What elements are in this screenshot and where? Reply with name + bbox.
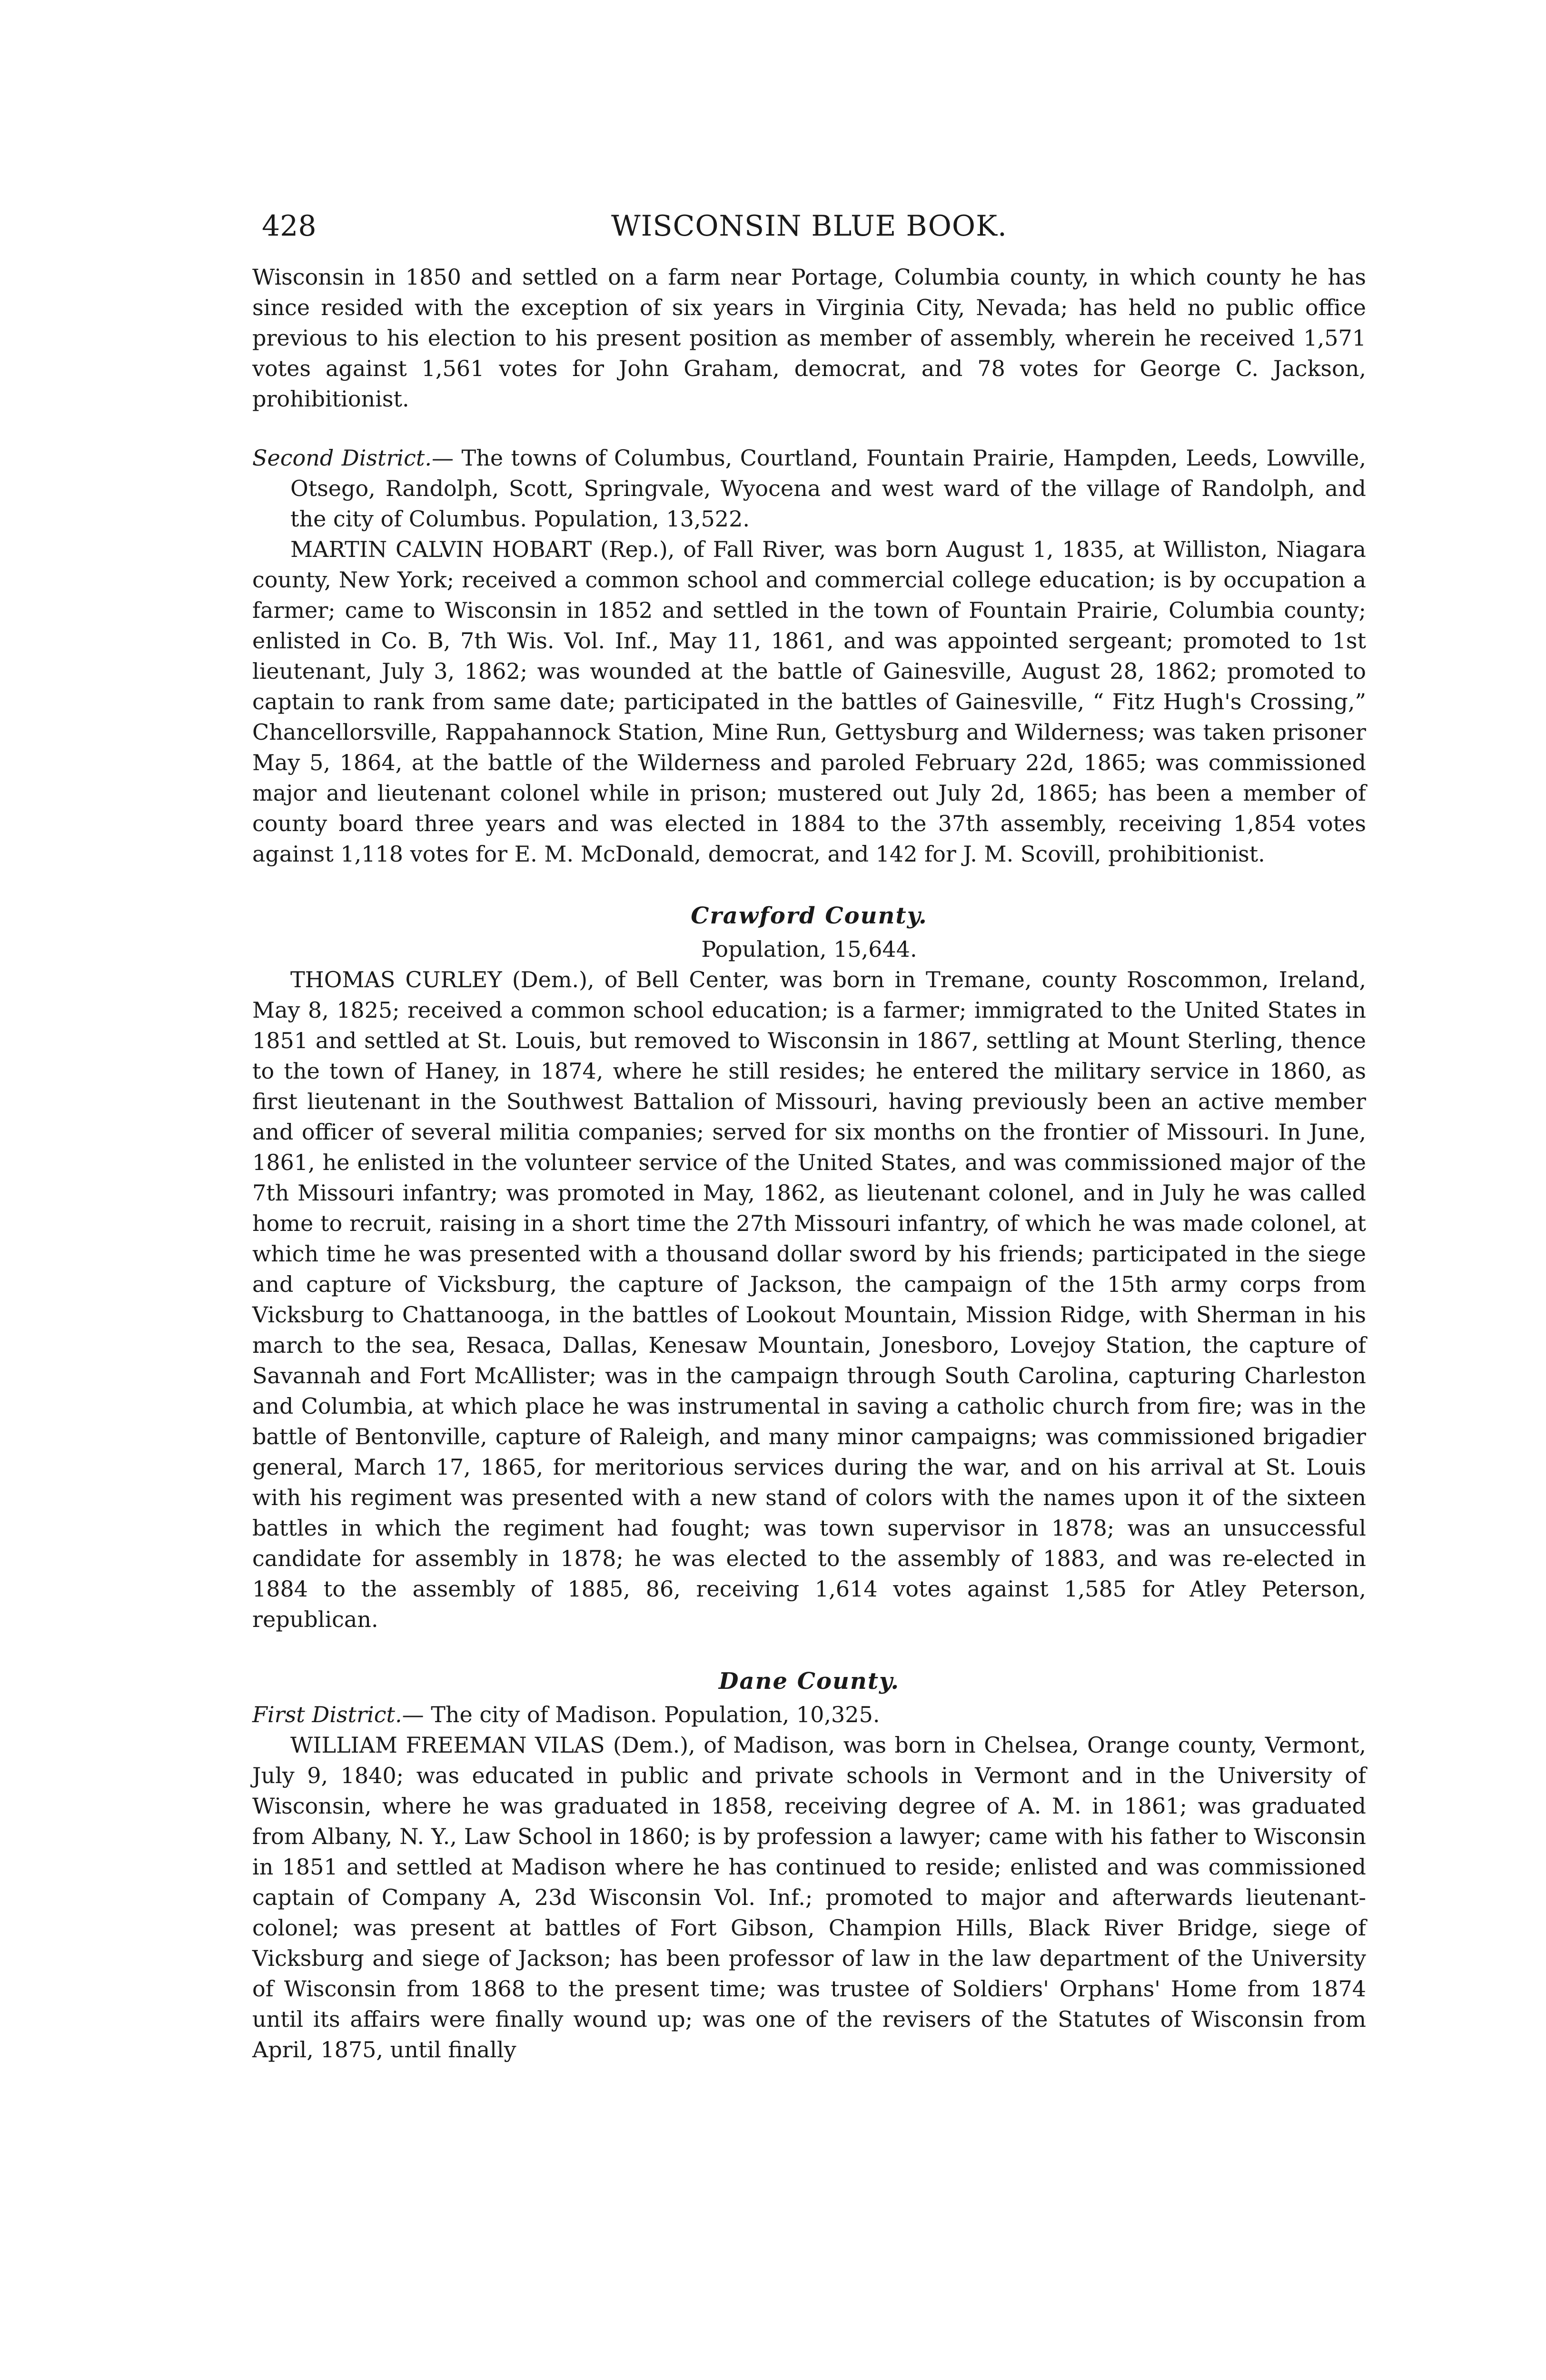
biography-vilas: WILLIAM FREEMAN VILAS (Dem.), of Madison, was born in Chelsea, Orange county, Vermont, July 9, 1840; was educated in public and private schools in Vermont and in the University of Wisconsin, where he was graduated in 1858, receiving degree of A. M. in 1861; was graduated from Albany, N. Y., Law School in 1860; is by profession a lawyer; came with his father to Wisconsin in 1851 and settled at Madison where he has continued to reside; enlisted and was commissioned captain of Company A, 23d Wisconsin Vol. Inf.; promoted to major and afterwards lieutenant-colonel; was present at battles of Fort Gibson, Champion Hills, Black River Bridge, siege of Vicksburg and siege of Jackson; has been professor of law in the law department of the University of Wisconsin from 1868 to the present time; was trustee of Soldiers' Orphans' Home from 1874 until its affairs were finally wound up; was one of the revisers of the Statutes of Wisconsin from April, 1875, until finally bbox=[252, 1732, 1366, 2063]
district-text-dane: — The city of Madison. Population, 10,325. bbox=[402, 1702, 880, 1727]
running-head: WISCONSIN BLUE BOOK. bbox=[611, 209, 1008, 243]
district-label: Second District. bbox=[252, 445, 432, 471]
continuation-paragraph: Wisconsin in 1850 and settled on a farm near Portage, Columbia county, in which county he has since resided with the exception of six years in Virginia City, Nevada; has held no public office previous to his election to his present position as member of assembly, wherein he received 1,571 votes against 1,561 votes for John Graham, democrat, and 78 votes for George C. Jackson, prohibitionist. bbox=[252, 264, 1366, 412]
county-population-crawford: Population, 15,644. bbox=[701, 936, 917, 962]
county-heading-dane: Dane County. bbox=[718, 1668, 900, 1695]
district-description-dane bbox=[252, 1699, 1366, 1730]
biography-hobart: MARTIN CALVIN HOBART (Rep.), of Fall River, was born August 1, 1835, at Williston, Niagara county, New York; received a common school and commercial college education; is by occupation a farmer; came to Wisconsin in 1852 and settled in the town of Fountain Prairie, Columbia county; enlisted in Co. B, 7th Wis. Vol. Inf., May 11, 1861, and was appointed sergeant; promoted to 1st lieutenant, July 3, 1862; was wounded at the battle of Gainesville, August 28, 1862; promoted to captain to rank from same date; participated in the battles of Gainesville, “ Fitz Hugh's Crossing,” Chancellorsville, Rappahannock Station, Mine Run, Gettysburg and Wilderness; was taken prisoner May 5, 1864, at the battle of the Wilderness and paroled February 22d, 1865; was commissioned major and lieutenant colonel while in prison; mustered out July 2d, 1865; has been a member of county board three years and was elected in 1884 to the 37th assembly, receiving 1,854 votes against 1,118 votes for E. M. McDonald, democrat, and 142 for J. M. Scovill, prohibitionist. bbox=[252, 536, 1366, 867]
book-page bbox=[252, 209, 1366, 2065]
biography-curley: THOMAS CURLEY (Dem.), of Bell Center, was born in Tremane, county Roscommon, Ireland, May 8, 1825; received a common school education; is a farmer; immigrated to the United States in 1851 and settled at St. Louis, but removed to Wisconsin in 1867, settling at Mount Sterling, thence to the town of Haney, in 1874, where he still resides; he entered the military service in 1860, as first lieutenant in the Southwest Battalion of Missouri, having previously been an active member and officer of several militia companies; served for six months on the frontier of Missouri. In June, 1861, he enlisted in the volunteer service of the United States, and was commissioned major of the 7th Missouri infantry; was promoted in May, 1862, as lieutenant colonel, and in July he was called home to recruit, raising in a short time the 27th Missouri infantry, of which he was made colonel, at which time he was presented with a thousand dollar sword by his friends; participated in the siege and capture of Vicksburg, the capture of Jackson, the campaign of the 15th army corps from Vicksburg to Chattanooga, in the battles of Lookout Mountain, Mission Ridge, with Sherman in his march to the sea, Resaca, Dallas, Kenesaw Mountain, Jonesboro, Lovejoy Station, the capture of Savannah and Fort McAllister; was in the campaign through South Carolina, capturing Charleston and Columbia, at which place he was instrumental in saving a catholic church from fire; was in the battle of Bentonville, capture of Raleigh, and many minor campaigns; was commissioned brigadier general, March 17, 1865, for meritorious services during the war, and on his arrival at St. Louis with his regiment was presented with a new stand of colors with the names upon it of the sixteen battles in which the regiment had fought; was town supervisor in 1878; was an unsuccessful candidate for assembly in 1878; he was elected to the assembly of 1883, and was re-elected in 1884 to the assembly of 1885, 86, receiving 1,614 votes against 1,585 for Atley Peterson, republican. bbox=[252, 967, 1366, 1632]
page-header bbox=[252, 209, 1366, 262]
district-label-dane: First District. bbox=[252, 1702, 402, 1727]
district-text: — The towns of Columbus, Courtland, Fountain Prairie, Hampden, Leeds, Lowville, Otsego, Randolph, Scott, Springvale, Wyocena and west ward of the village of Randolph, and the city of Columbus. Population, 13,522. bbox=[290, 445, 1366, 532]
page-number: 428 bbox=[262, 209, 317, 243]
district-description bbox=[252, 443, 1366, 534]
county-heading-crawford: Crawford County. bbox=[691, 902, 928, 929]
